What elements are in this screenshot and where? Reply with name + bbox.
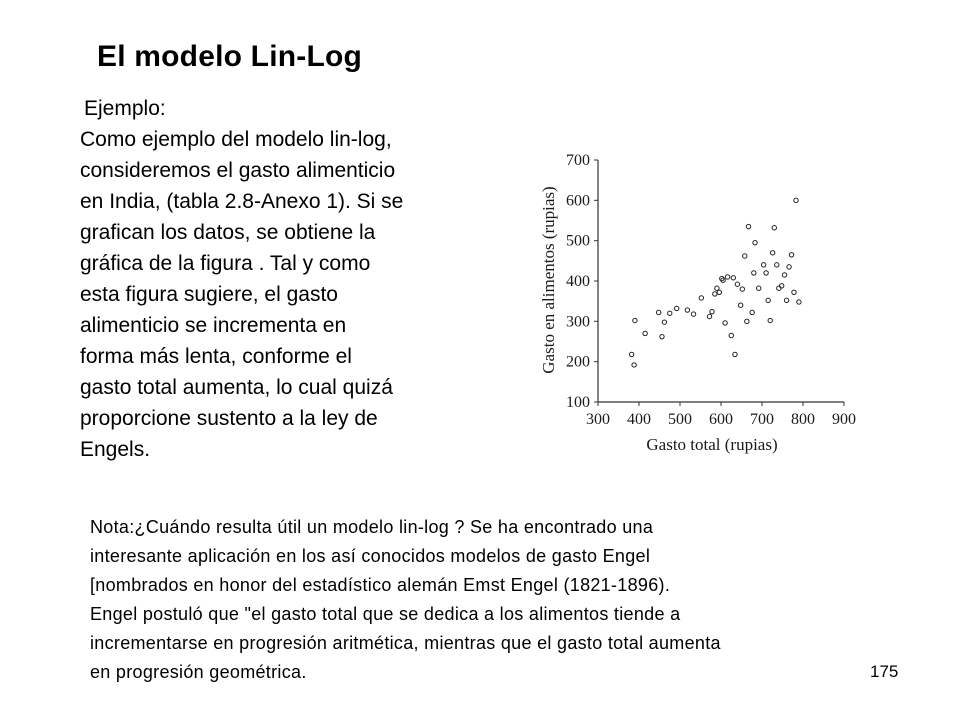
data-point [725,275,729,279]
data-point [784,298,788,302]
data-point [746,224,750,228]
note-line: en progresión geométrica. [90,662,307,682]
data-point [743,254,747,258]
slide-title: El modelo Lin-Log [97,40,363,73]
data-point [752,271,756,275]
data-point [735,282,739,286]
example-line: Ejemplo: [84,97,166,120]
data-point [757,286,761,290]
data-point [779,284,783,288]
note-line: [nombrados en honor del estadístico alemán Emst Engel (1821-1896). [90,575,671,595]
data-point [660,334,664,338]
x-tick-label: 700 [750,411,774,428]
example-line: grafican los datos, se obtiene la [80,221,376,244]
data-point [629,352,633,356]
x-tick-label: 600 [709,411,733,428]
y-axis-label: Gasto en alimentos (rupias) [539,186,558,374]
data-point [662,320,666,324]
data-point [710,309,714,313]
y-tick-label: 600 [566,192,590,210]
data-point [764,271,768,275]
y-tick-label: 700 [566,152,590,169]
data-point [691,312,695,316]
data-point [792,290,796,294]
data-point [699,296,703,300]
data-point [761,263,765,267]
x-tick-label: 800 [791,411,815,428]
data-point [656,310,660,314]
data-point [643,331,647,335]
data-point [738,303,742,307]
data-point [633,318,637,322]
example-line: esta figura sugiere, el gasto [80,283,338,306]
example-line: Como ejemplo del modelo lin-log, [80,128,392,151]
data-point [740,287,744,291]
data-point [717,290,721,294]
y-tick-label: 400 [566,273,590,290]
scatter-chart [530,130,870,465]
note-line: Engel postuló que "el gasto total que se dedica a los alimentos tiende a [90,604,681,624]
data-point [685,308,689,312]
note-text [90,513,910,687]
x-tick-label: 300 [586,411,610,428]
data-point [770,251,774,255]
data-point [782,273,786,277]
data-point [723,321,727,325]
data-point [731,276,735,280]
note-line: interesante aplicación en los así conocidos modelos de gasto Engel [90,546,651,566]
data-point [675,306,679,310]
data-point [766,298,770,302]
note-line: Nota:¿Cuándo resulta útil un modelo lin-log ? Se ha encontrado una [90,517,654,537]
y-tick-label: 500 [566,232,590,250]
example-line: gráfica de la figura . Tal y como [80,252,371,275]
example-line: alimenticio se incrementa en [80,314,347,337]
example-line: gasto total aumenta, lo cual quizá [80,376,393,399]
data-point [632,363,636,367]
data-point [777,286,781,290]
y-tick-label: 300 [566,313,590,331]
data-point [745,319,749,323]
page-number: 175 [870,662,899,681]
data-point [775,263,779,267]
x-tick-label: 900 [832,411,856,428]
y-tick-label: 200 [566,353,590,371]
example-line: en India, (tabla 2.8-Anexo 1). Si se [80,190,404,213]
data-point [733,352,737,356]
y-tick-label: 100 [566,394,590,411]
data-point [707,314,711,318]
x-tick-label: 500 [668,411,692,428]
data-point [768,318,772,322]
note-line: incrementarse en progresión aritmética, mientras que el gasto total aumenta [90,633,721,653]
data-point [750,310,754,314]
data-point [772,226,776,230]
x-axis-label: Gasto total (rupias) [646,435,778,454]
data-point [787,265,791,269]
example-line: forma más lenta, conforme el [80,345,352,368]
example-line: consideremos el gasto alimenticio [80,159,396,182]
data-point [713,292,717,296]
example-text [80,93,520,465]
data-point [789,253,793,257]
example-line: proporcione sustento a la ley de [80,407,378,430]
data-point [729,333,733,337]
chart-points [629,198,801,367]
data-point [753,240,757,244]
x-tick-label: 400 [627,411,651,428]
example-line: Engels. [80,438,151,461]
data-point [794,198,798,202]
data-point [797,300,801,304]
data-point [668,311,672,315]
chart-ticks [566,152,856,428]
